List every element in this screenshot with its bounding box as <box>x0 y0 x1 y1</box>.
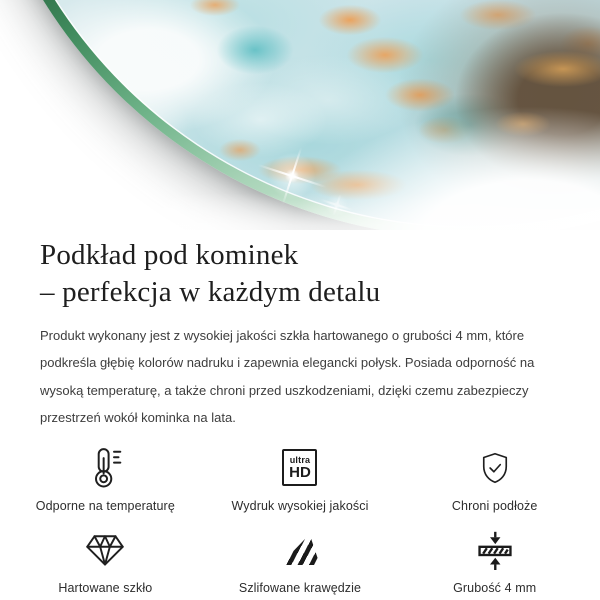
feature-label: Hartowane szkło <box>58 580 153 595</box>
ultra-hd-text-bottom: HD <box>289 464 311 482</box>
thermometer-icon <box>87 445 123 491</box>
feature-label: Szlifowane krawędzie <box>238 580 362 595</box>
feature-polished-edges <box>203 527 398 595</box>
page-title-line1: Podkład pod kominek <box>40 239 299 271</box>
feature-grid <box>0 445 600 595</box>
product-hero-image <box>0 0 600 230</box>
feature-temperature <box>8 445 203 513</box>
ultra-hd-text-top: ultra <box>289 455 311 466</box>
shield-check-icon <box>477 445 513 491</box>
product-description: Produkt wykonany jest z wysokiej jakości szkła hartowanego o grubości 4 mm, które podkreśla głębię kolorów nadruku i zapewnia elegancki połysk. Posiada odporność na wysoką temperaturę, a także chroni przed uszkodzeniami, dzięki czemu zabezpieczy przestrzeń wokół kominka na lata. <box>40 328 535 426</box>
page-title-line2: – perfekcja w każdym detalu <box>40 276 381 308</box>
feature-tempered-glass <box>8 527 203 595</box>
feature-label: Odporne na temperaturę <box>35 498 175 513</box>
feature-label: Grubość 4 mm <box>453 580 537 595</box>
ultra-hd-icon <box>282 445 317 491</box>
feature-print-quality <box>203 445 398 513</box>
page-title <box>40 237 560 311</box>
feature-label: Chroni podłoże <box>451 498 538 513</box>
feature-thickness <box>397 527 592 595</box>
feature-label: Wydruk wysokiej jakości <box>231 498 369 513</box>
feature-protects-floor <box>397 445 592 513</box>
polished-edges-icon <box>280 527 320 573</box>
thickness-icon <box>475 527 515 573</box>
diamond-icon <box>84 527 126 573</box>
